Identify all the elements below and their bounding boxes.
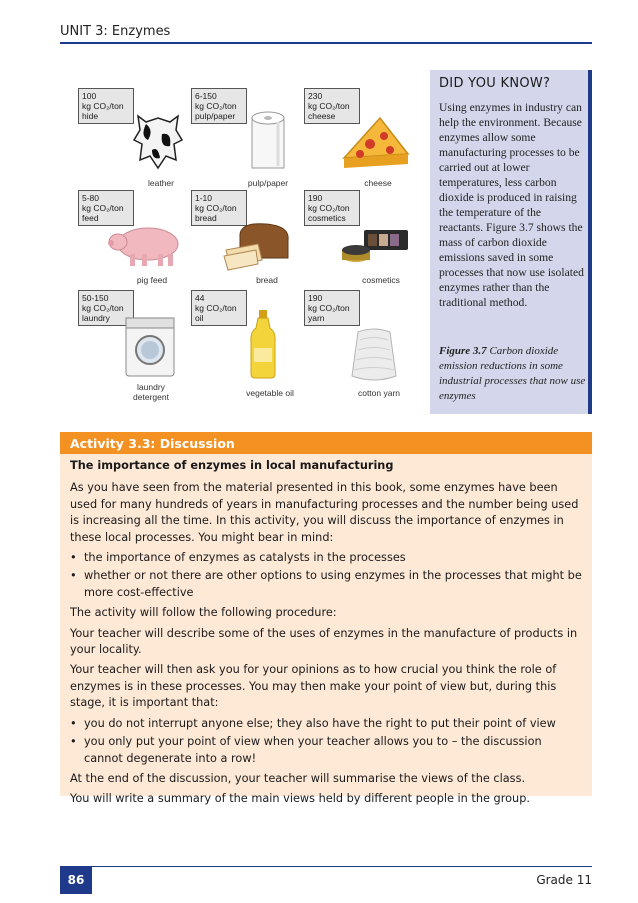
- procedure-step-1: Your teacher will describe some of the uses of enzymes in the manufacture of products in your locality.: [70, 626, 578, 657]
- info-box-cosmetics: [304, 190, 360, 226]
- procedure-step-3: At the end of the discussion, your teacher will summarise the views of the class.: [70, 771, 526, 785]
- product-name: oil: [195, 313, 204, 323]
- yarn-spool-icon: [350, 326, 398, 384]
- co2-value: 5-80: [82, 193, 100, 203]
- co2-value: 50-150: [82, 293, 109, 303]
- list-item: • the importance of enzymes as catalysts in the processes: [70, 550, 582, 566]
- caption-vegetable-oil: vegetable oil: [246, 388, 294, 398]
- bread-icon: [222, 220, 294, 272]
- co2-unit: kg CO₂/ton: [308, 203, 350, 213]
- activity-header: [60, 432, 592, 454]
- caption-pig-feed: pig feed: [136, 275, 168, 285]
- list-item: • you only put your point of view when your teacher allows you to – the discussion cannot degenerate into a row!: [70, 734, 582, 767]
- co2-unit: kg CO₂/ton: [82, 303, 124, 313]
- product-name: cosmetics: [308, 213, 346, 223]
- list-item: • you do not interrupt anyone else; they also have the right to put their point of view: [70, 716, 582, 732]
- co2-unit: kg CO₂/ton: [195, 303, 237, 313]
- oil-bottle-icon: [248, 308, 278, 380]
- cosmetics-icon: [338, 226, 410, 270]
- rules-list: [70, 716, 582, 767]
- co2-unit: kg CO₂/ton: [308, 303, 350, 313]
- info-box-oil: [191, 290, 247, 326]
- product-name: feed: [82, 213, 99, 223]
- product-name: hide: [82, 111, 99, 121]
- co2-value: 100: [82, 91, 97, 101]
- grade-label: Grade 11: [536, 873, 592, 887]
- product-name: laundry: [82, 313, 110, 323]
- caption-cosmetics: cosmetics: [362, 275, 400, 285]
- caption-bread: bread: [256, 275, 278, 285]
- co2-unit: kg CO₂/ton: [82, 203, 124, 213]
- co2-unit: kg CO₂/ton: [82, 101, 124, 111]
- info-box-yarn: [304, 290, 360, 326]
- co2-unit: kg CO₂/ton: [195, 101, 237, 111]
- co2-unit: kg CO₂/ton: [308, 101, 350, 111]
- caption-cheese: cheese: [364, 178, 392, 188]
- did-you-know-body: Using enzymes in industry can help the environment. Because enzymes allow some manufacturing processes to be carried out at lower temperatures, less carbon dioxide is produced in raising the temperature of the reactants. Figure 3.7 shows the mass of carbon dioxide emissions saved in some processes that now use isolated enzymes rather than the traditional method.: [439, 101, 584, 309]
- pig-icon: [106, 220, 186, 270]
- unit-title: UNIT 3: Enzymes: [60, 24, 171, 39]
- list-item: • whether or not there are other options to using enzymes in the processes that might be more cost-effective: [70, 568, 582, 601]
- caption-cotton-yarn: cotton yarn: [357, 388, 401, 398]
- procedure-step-4: You will write a summary of the main views held by different people in the group.: [70, 792, 530, 806]
- co2-value: 6-150: [195, 91, 217, 101]
- caption-leather: leather: [148, 178, 174, 188]
- activity-subtitle: The importance of enzymes in local manufacturing: [70, 459, 394, 472]
- paper-roll-icon: [246, 110, 290, 174]
- figure-label: Figure 3.7: [439, 345, 487, 357]
- caption-pulp-paper: pulp/paper: [247, 178, 289, 188]
- panel-border: [588, 70, 592, 414]
- leather-hide-icon: [126, 110, 190, 174]
- co2-value: 230: [308, 91, 323, 101]
- co2-value: 44: [195, 293, 205, 303]
- procedure-step-2: Your teacher will then ask you for your opinions as to how crucial you think the role of enzymes is in these processes. You may then make your point of view but, during this stage, it is important that:: [70, 663, 557, 710]
- product-name: bread: [195, 213, 217, 223]
- product-name: cheese: [308, 111, 336, 121]
- co2-value: 190: [308, 193, 323, 203]
- activity-intro: As you have seen from the material presented in this book, some enzymes have been used for many hundreds of years in manufacturing processes and the number being used is increasing all the time. In this activity, you will discuss the importance of enzymes in these local processes. You might bear in mind:: [70, 481, 579, 544]
- figure-caption: [439, 344, 587, 404]
- co2-savings-graphic: [60, 70, 430, 414]
- washing-machine-icon: [124, 316, 176, 378]
- considerations-list: [70, 550, 582, 601]
- procedure-intro: The activity will follow the following procedure:: [70, 606, 337, 620]
- activity-body: [60, 454, 592, 806]
- cheese-icon: [340, 114, 412, 170]
- co2-value: 1-10: [195, 193, 213, 203]
- co2-unit: kg CO₂/ton: [195, 203, 237, 213]
- activity-title: Activity 3.3: Discussion: [70, 436, 235, 451]
- page-number: 86: [60, 866, 92, 894]
- caption-laundry-detergent: laundry detergent: [133, 382, 169, 402]
- header-rule: [60, 42, 592, 44]
- info-box-pulp-paper: [191, 88, 247, 124]
- footer-rule: [60, 866, 592, 867]
- did-you-know-title: DID YOU KNOW?: [439, 76, 551, 91]
- co2-value: 190: [308, 293, 323, 303]
- product-name: yarn: [308, 313, 325, 323]
- product-name: pulp/paper: [195, 111, 236, 121]
- figure-caption-text: Carbon dioxide emission reductions in some industrial processes that now use enzymes: [439, 345, 586, 402]
